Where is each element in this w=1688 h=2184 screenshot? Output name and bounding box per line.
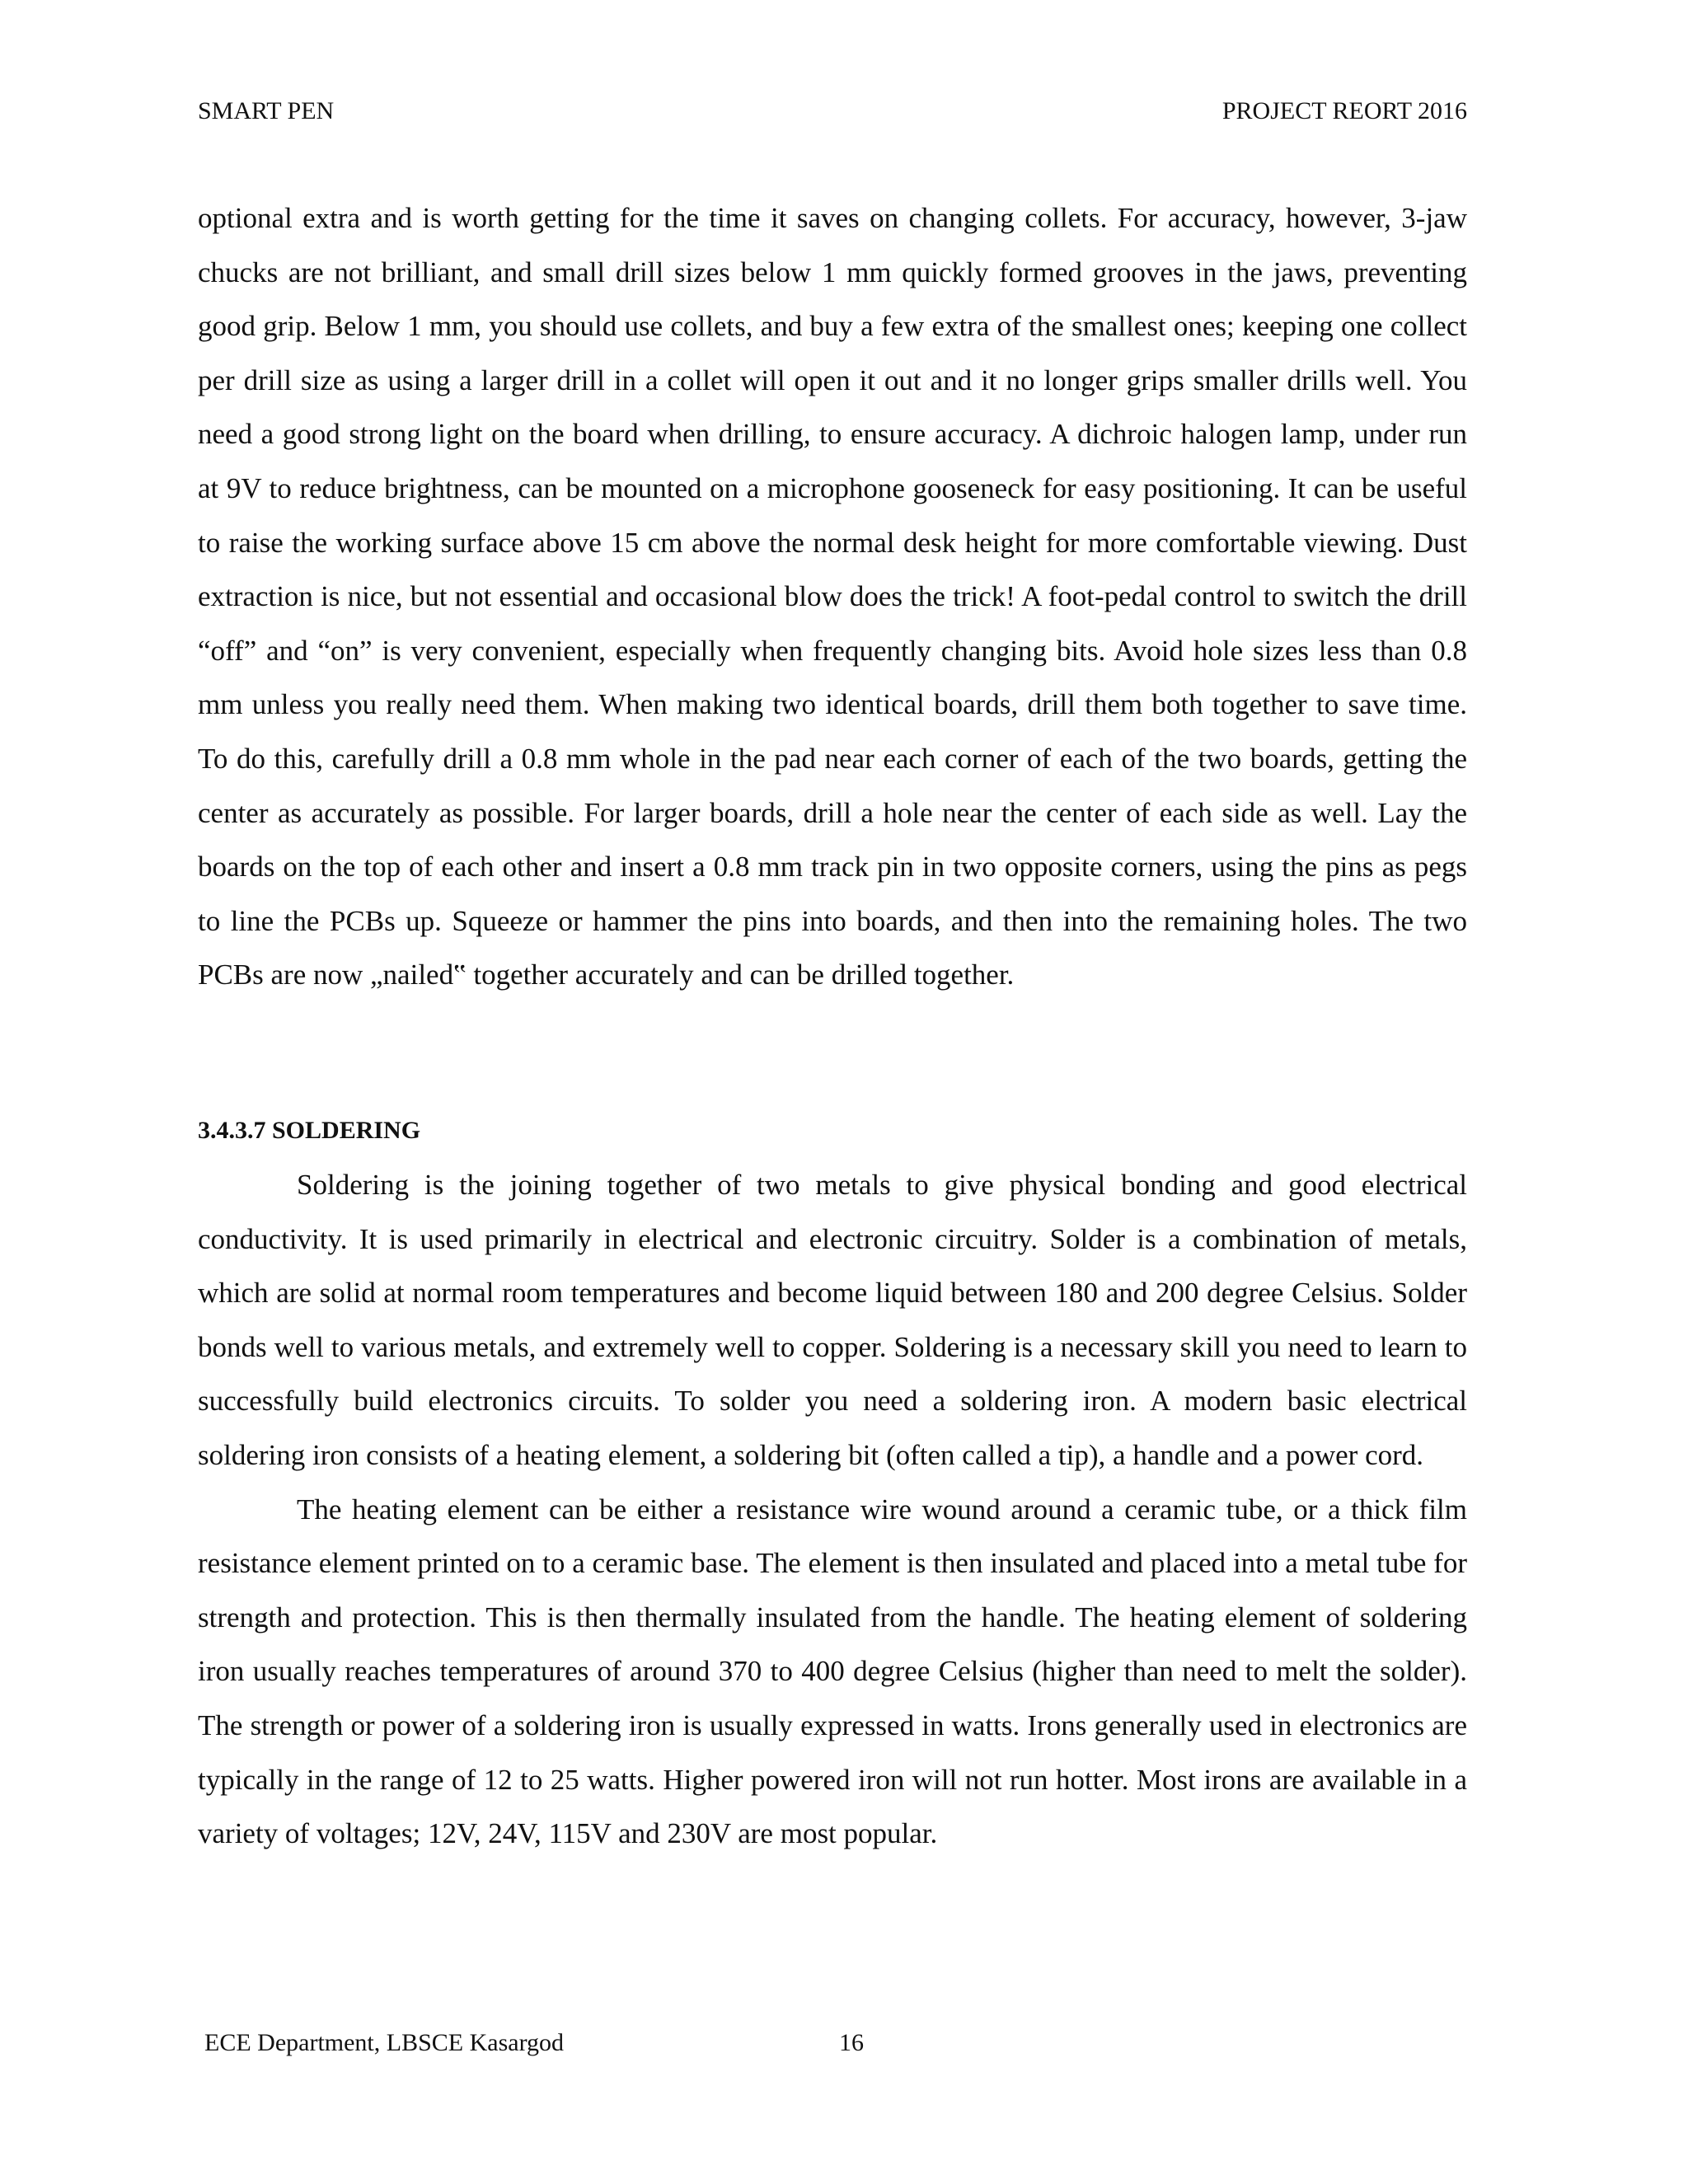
page-footer [204,2029,946,2065]
footer-department: ECE Department, LBSCE Kasargod [204,2029,565,2056]
section-paragraph: The heating element can be either a resistance wire wound around a ceramic tube, or a thick film resistance element printed on to a ceramic base. The element is then insulated and placed into a metal tube for strength and protection. This is then thermally insulated from the handle. The heating element of soldering iron usually reaches temperatures of around 370 to 400 degree Celsius (higher than need to melt the solder). The strength or power of a soldering iron is usually expressed in watts. Irons generally used in electronics are typically in the range of 12 to 25 watts. Higher powered iron will not run hotter. Most irons are available in a variety of voltages; 12V, 24V, 115V and 230V are most popular. [198,1493,1467,1850]
header-report-label: PROJECT REORT 2016 [1221,97,1467,124]
section-heading: 3.4.3.7 SOLDERING [198,1117,421,1144]
section-paragraph: Soldering is the joining together of two metals to give physical bonding and good electrical conductivity. It is used primarily in electrical and electronic circuitry. Solder is a combination of metals, which are solid at normal room temperatures and become liquid between 180 and 200 degree Celsius. Solder bonds well to various metals, and extremely well to copper. Soldering is a necessary skill you need to learn to successfully build electronics circuits. To solder you need a soldering iron. A modern basic electrical soldering iron consists of a heating element, a soldering bit (often called a tip), a handle and a power cord. [198,1169,1467,1471]
body-text [198,191,1467,1002]
page-header [198,97,1467,134]
header-title: SMART PEN [198,97,335,124]
intro-paragraph: optional extra and is worth getting for the time it saves on changing collets. For accuracy, however, 3-jaw chucks are not brilliant, and small drill sizes below 1 mm quickly formed grooves in the jaws, preventing good grip. Below 1 mm, you should use collets, and buy a few extra of the smallest ones; keeping one collect per drill size as using a larger drill in a collet will open it out and it no longer grips smaller drills well. You need a good strong light on the board when drilling, to ensure accuracy. A dichroic halogen lamp, under run at 9V to reduce brightness, can be mounted on a microphone gooseneck for easy positioning. It can be useful to raise the working surface above 15 cm above the normal desk height for more comfortable viewing. Dust extraction is nice, but not essential and occasional blow does the trick! A foot-pedal control to switch the drill “off” and “on” is very convenient, especially when frequently changing bits. Avoid hole sizes less than 0.8 mm unless you really need them. When making two identical boards, drill them both together to save time. To do this, carefully drill a 0.8 mm whole in the pad near each corner of each of the two boards, getting the center as accurately as possible. For larger boards, drill a hole near the center of each side as well. Lay the boards on the top of each other and insert a 0.8 mm track pin in two opposite corners, using the pins as pegs to line the PCBs up. Squeeze or hammer the pins into boards, and then into the remaining holes. The two PCBs are now „nailed‟ together accurately and can be drilled together. [198,202,1467,991]
section-body [198,1158,1467,1861]
page-number: 16 [839,2029,864,2056]
